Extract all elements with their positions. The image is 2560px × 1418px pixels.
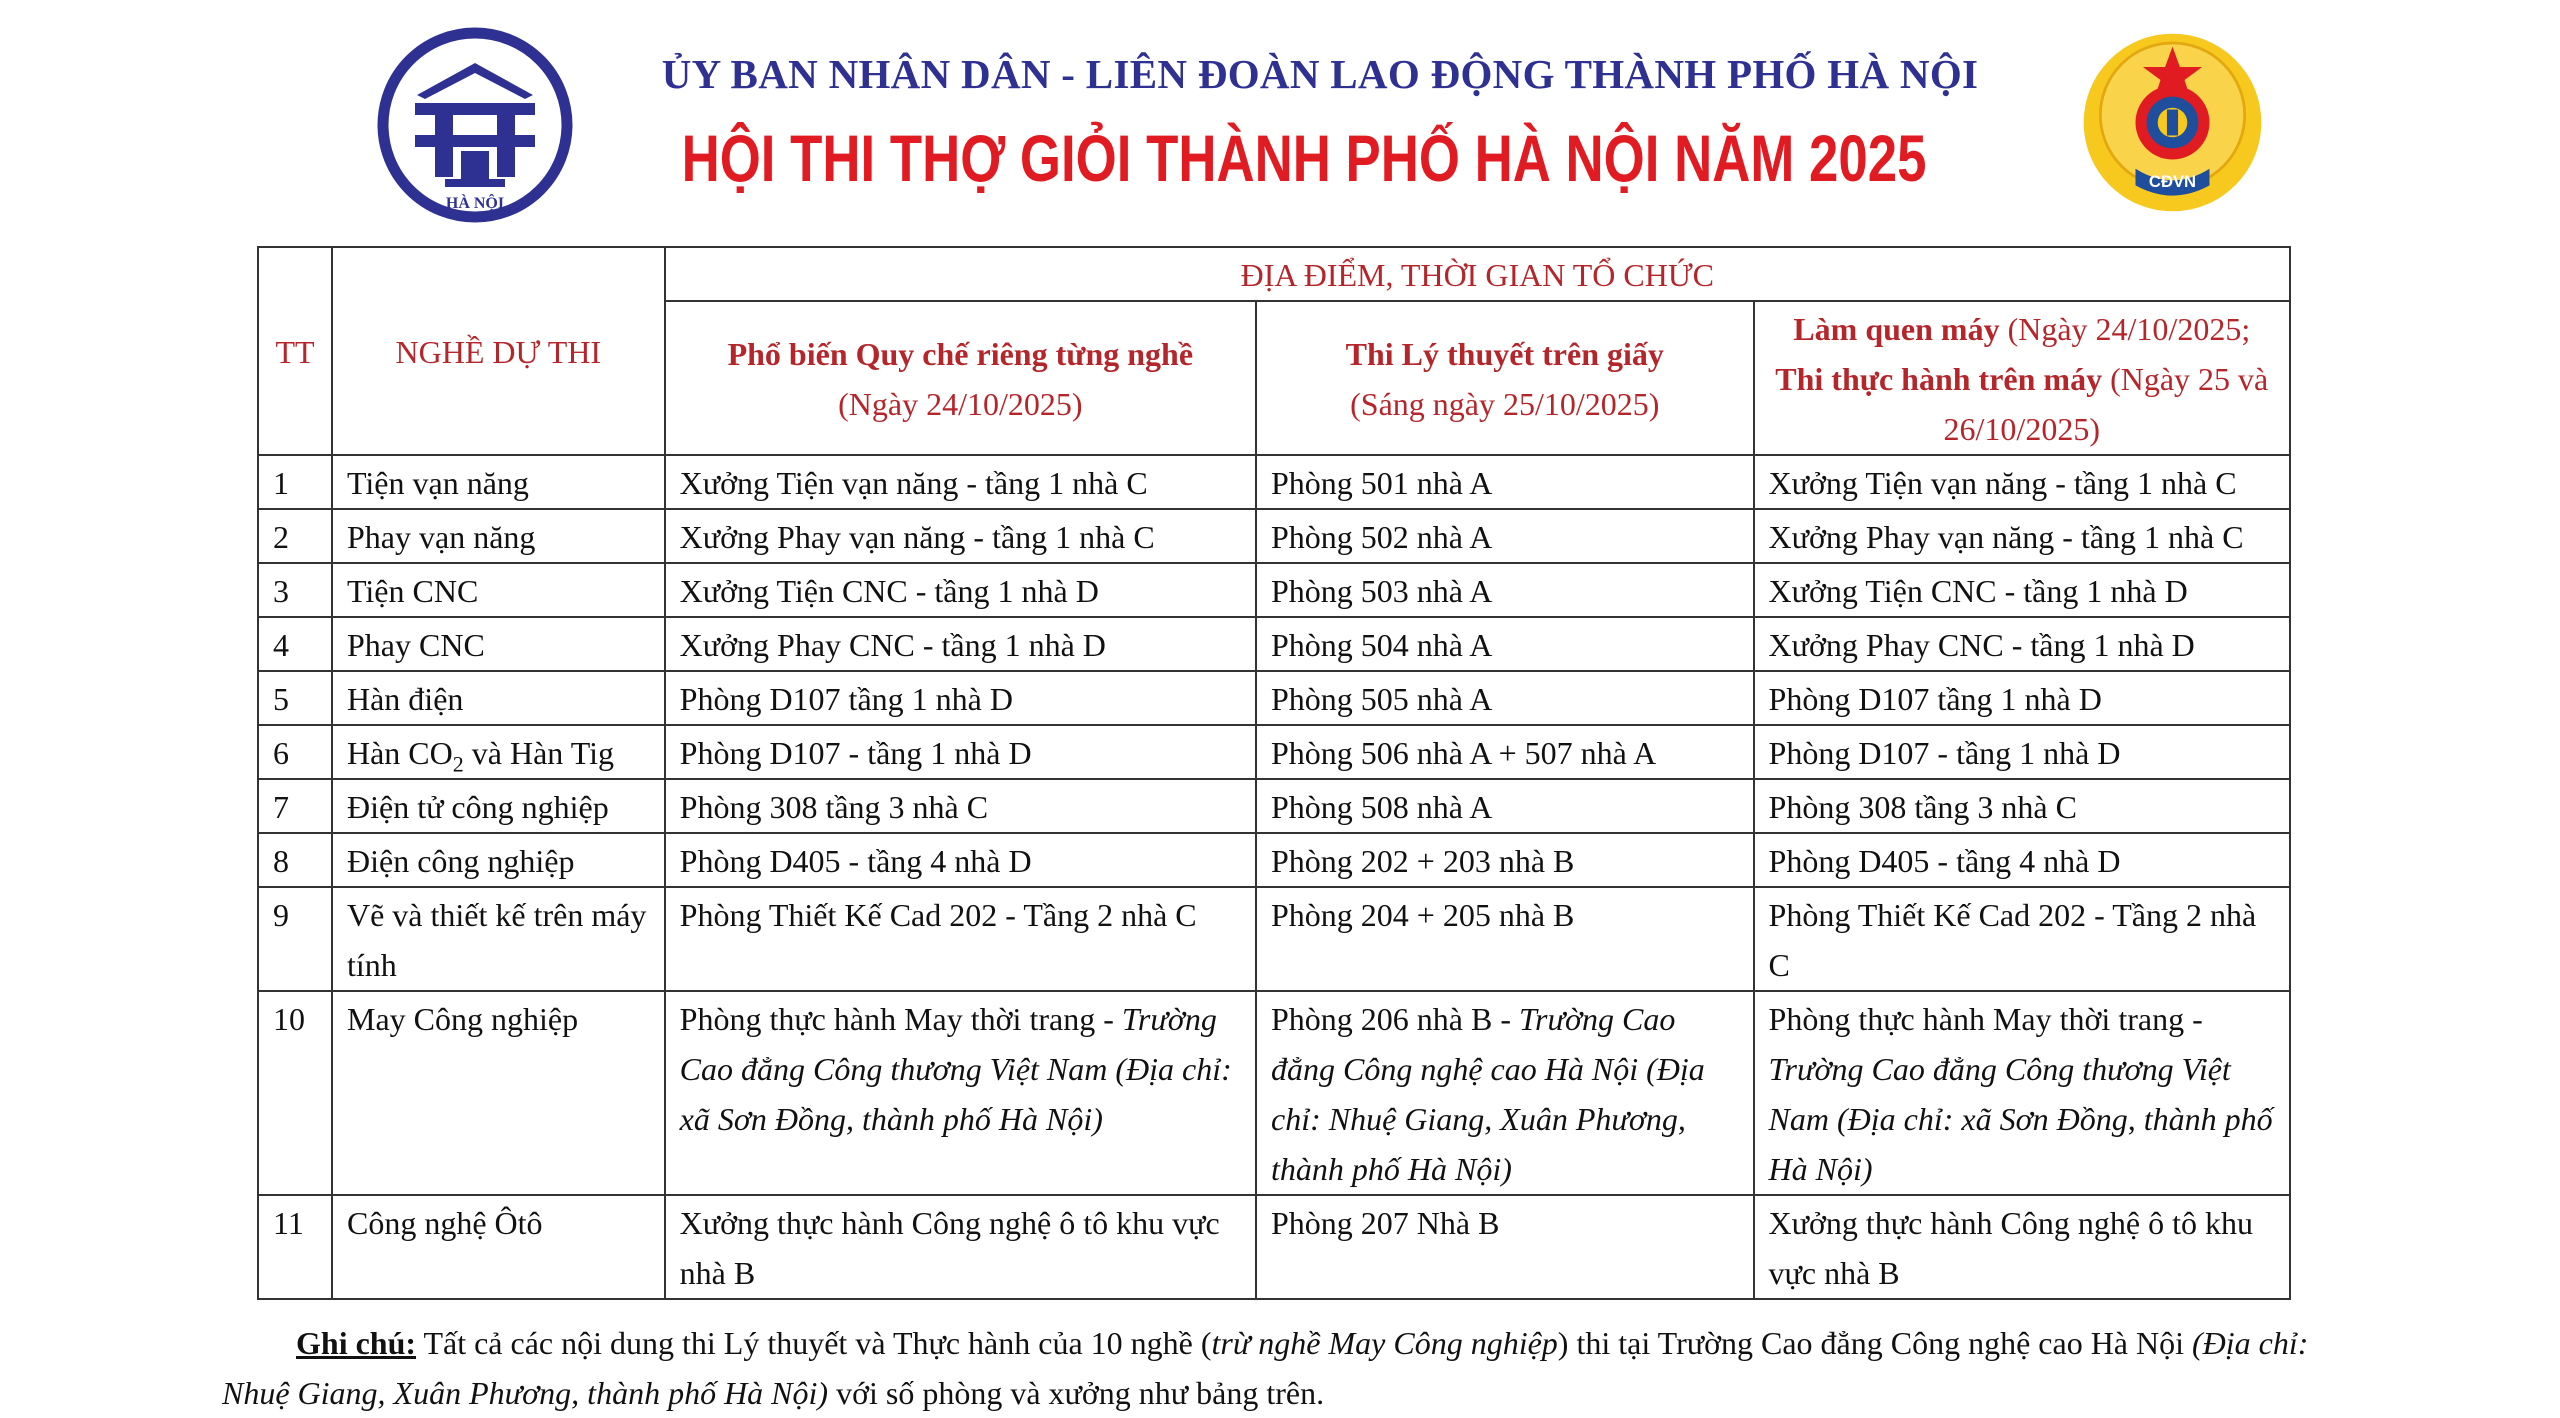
trade-name-post: và Hàn Tig xyxy=(463,735,614,771)
practice-location: Phòng D107 - tầng 1 nhà D xyxy=(1754,725,2290,779)
cdvn-logo-text: CĐVN xyxy=(2148,172,2197,192)
row-number: 6 xyxy=(258,725,332,779)
practice-location: Phòng Thiết Kế Cad 202 - Tầng 2 nhà C xyxy=(1754,887,2290,991)
practice-location-address: Trường Cao đẳng Công thương Việt Nam (Địa chỉ: xã Sơn Đồng, thành phố Hà Nội) xyxy=(1768,1051,2273,1187)
rules-location-text: Phòng thực hành May thời trang - xyxy=(679,1001,1122,1037)
trade-name: Điện công nghiệp xyxy=(332,833,665,887)
table-row xyxy=(258,887,2290,991)
footnote-italic-2: (Địa chỉ: Nhuệ Giang, Xuân Phương, thành phố Hà Nội) xyxy=(222,1325,2309,1411)
schedule-table xyxy=(257,246,2291,1300)
practice-location: Xưởng Tiện vạn năng - tầng 1 nhà C xyxy=(1754,455,2290,509)
table-row xyxy=(258,1195,2290,1299)
practice-location: Phòng 308 tầng 3 nhà C xyxy=(1754,779,2290,833)
theory-location: Phòng 207 Nhà B xyxy=(1256,1195,1754,1299)
header-tt: TT xyxy=(258,247,332,455)
row-number: 11 xyxy=(258,1195,332,1299)
trade-name: Hàn điện xyxy=(332,671,665,725)
footnote-text-3: với số phòng và xưởng như bảng trên. xyxy=(828,1375,1325,1411)
trade-name: Tiện vạn năng xyxy=(332,455,665,509)
practice-location: Phòng D405 - tầng 4 nhà D xyxy=(1754,833,2290,887)
rules-location: Phòng D107 tầng 1 nhà D xyxy=(665,671,1256,725)
row-number: 4 xyxy=(258,617,332,671)
practice-location-text: Phòng thực hành May thời trang - xyxy=(1768,1001,2203,1037)
rules-location: Xưởng Phay CNC - tầng 1 nhà D xyxy=(665,617,1256,671)
header-col-c-date1: (Ngày 24/10/2025; xyxy=(1999,311,2251,347)
rules-location: Phòng D107 - tầng 1 nhà D xyxy=(665,725,1256,779)
rules-location: Xưởng Tiện vạn năng - tầng 1 nhà C xyxy=(665,455,1256,509)
practice-location: Xưởng thực hành Công nghệ ô tô khu vực nhà B xyxy=(1754,1195,2290,1299)
header-col-b xyxy=(1256,301,1754,455)
hanoi-logo-text: HÀ NỘI xyxy=(445,195,505,212)
theory-location-address: Trường Cao đẳng Công nghệ cao Hà Nội (Địa chỉ: Nhuệ Giang, Xuân Phương, thành phố Hà Nội) xyxy=(1271,1001,1705,1187)
footnote-italic-1: trừ nghề May Công nghiệp xyxy=(1211,1325,1558,1361)
rules-location: Phòng 308 tầng 3 nhà C xyxy=(665,779,1256,833)
header-col-c-title1: Làm quen máy xyxy=(1793,311,2000,347)
table-row xyxy=(258,833,2290,887)
theory-location: Phòng 501 nhà A xyxy=(1256,455,1754,509)
header-col-c-title2: Thi thực hành trên máy xyxy=(1775,361,2103,397)
theory-location xyxy=(1256,991,1754,1195)
footnote xyxy=(222,1318,2312,1418)
rules-location: Phòng D405 - tầng 4 nhà D xyxy=(665,833,1256,887)
table-row xyxy=(258,563,2290,617)
table-row xyxy=(258,455,2290,509)
theory-location: Phòng 505 nhà A xyxy=(1256,671,1754,725)
trade-name: May Công nghiệp xyxy=(332,991,665,1195)
header-col-a-date: (Ngày 24/10/2025) xyxy=(838,386,1083,422)
header-col-c xyxy=(1754,301,2290,455)
table-row xyxy=(258,779,2290,833)
header-col-c-date2: (Ngày 25 và 26/10/2025) xyxy=(1943,361,2269,447)
header-col-b-title: Thi Lý thuyết trên giấy xyxy=(1345,336,1664,372)
contest-title: HỘI THI THỢ GIỎI THÀNH PHỐ HÀ NỘI NĂM 2025 xyxy=(681,121,1927,195)
trade-name-pre: Hàn CO xyxy=(346,735,453,771)
row-number: 3 xyxy=(258,563,332,617)
header-col-a xyxy=(665,301,1256,455)
header-col-b-date: (Sáng ngày 25/10/2025) xyxy=(1350,386,1660,422)
row-number: 7 xyxy=(258,779,332,833)
theory-location: Phòng 202 + 203 nhà B xyxy=(1256,833,1754,887)
trade-name: Phay CNC xyxy=(332,617,665,671)
header-location-time: ĐỊA ĐIỂM, THỜI GIAN TỔ CHỨC xyxy=(665,247,2290,301)
row-number: 9 xyxy=(258,887,332,991)
row-number: 2 xyxy=(258,509,332,563)
trade-name xyxy=(332,725,665,779)
trade-name: Công nghệ Ôtô xyxy=(332,1195,665,1299)
practice-location: Xưởng Tiện CNC - tầng 1 nhà D xyxy=(1754,563,2290,617)
row-number: 8 xyxy=(258,833,332,887)
row-number: 5 xyxy=(258,671,332,725)
organization-line: ỦY BAN NHÂN DÂN - LIÊN ĐOÀN LAO ĐỘNG THÀNH PHỐ HÀ NỘI xyxy=(661,51,1979,97)
theory-location: Phòng 508 nhà A xyxy=(1256,779,1754,833)
row-number: 10 xyxy=(258,991,332,1195)
rules-location: Xưởng Phay vạn năng - tầng 1 nhà C xyxy=(665,509,1256,563)
theory-location: Phòng 204 + 205 nhà B xyxy=(1256,887,1754,991)
footnote-text-1: Tất cả các nội dung thi Lý thuyết và Thực hành của 10 nghề ( xyxy=(416,1325,1212,1361)
footnote-text-2: ) thi tại Trường Cao đẳng Công nghệ cao Hà Nội xyxy=(1557,1325,2192,1361)
rules-location: Phòng Thiết Kế Cad 202 - Tầng 2 nhà C xyxy=(665,887,1256,991)
theory-location: Phòng 503 nhà A xyxy=(1256,563,1754,617)
theory-location: Phòng 506 nhà A + 507 nhà A xyxy=(1256,725,1754,779)
trade-name-subscript: 2 xyxy=(452,751,464,777)
footnote-label: Ghi chú: xyxy=(296,1325,417,1361)
trade-name: Phay vạn năng xyxy=(332,509,665,563)
table-row xyxy=(258,725,2290,779)
table-row xyxy=(258,991,2290,1195)
rules-location: Xưởng Tiện CNC - tầng 1 nhà D xyxy=(665,563,1256,617)
row-number: 1 xyxy=(258,455,332,509)
practice-location xyxy=(1754,991,2290,1195)
rules-location xyxy=(665,991,1256,1195)
rules-location-address: Trường Cao đẳng Công thương Việt Nam (Địa chỉ: xã Sơn Đồng, thành phố Hà Nội) xyxy=(679,1001,1232,1137)
practice-location: Xưởng Phay CNC - tầng 1 nhà D xyxy=(1754,617,2290,671)
header-nghe-du-thi: NGHỀ DỰ THI xyxy=(332,247,665,455)
theory-location: Phòng 502 nhà A xyxy=(1256,509,1754,563)
practice-location: Phòng D107 tầng 1 nhà D xyxy=(1754,671,2290,725)
practice-location: Xưởng Phay vạn năng - tầng 1 nhà C xyxy=(1754,509,2290,563)
theory-location-text: Phòng 206 nhà B - xyxy=(1271,1001,1519,1037)
trade-name: Tiện CNC xyxy=(332,563,665,617)
table-row xyxy=(258,671,2290,725)
table-row xyxy=(258,509,2290,563)
table-row xyxy=(258,617,2290,671)
theory-location: Phòng 504 nhà A xyxy=(1256,617,1754,671)
trade-name: Vẽ và thiết kế trên máy tính xyxy=(332,887,665,991)
trade-name: Điện tử công nghiệp xyxy=(332,779,665,833)
header-col-a-title: Phổ biến Quy chế riêng từng nghề xyxy=(727,336,1194,372)
rules-location: Xưởng thực hành Công nghệ ô tô khu vực nhà B xyxy=(665,1195,1256,1299)
